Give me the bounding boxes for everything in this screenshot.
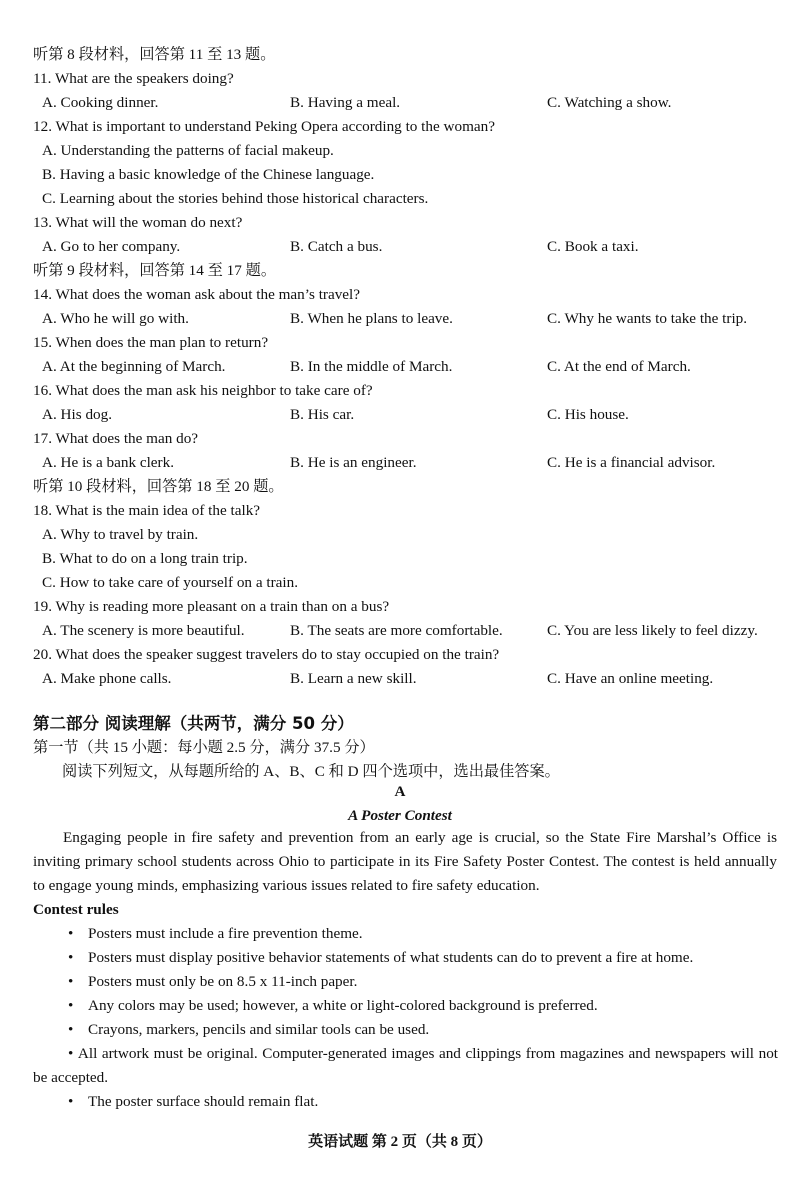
bullet-icon: • <box>68 1021 74 1038</box>
option-a: A. At the beginning of March. <box>42 358 226 375</box>
question-13-options <box>0 235 800 259</box>
bullet-icon: • <box>68 1093 74 1110</box>
question-11 <box>0 67 800 91</box>
passage-intro: Engaging people in fire safety and prevention from an early age is crucial, so the State Fire Marshal’s Office is inviting primary school students across Ohio to participate in its Fire Safety Poster Contest. The contest is held annually to engage young minds, emphasizing various issues related to fire safety education. <box>33 829 777 895</box>
option-b: B. When he plans to leave. <box>290 310 453 327</box>
option-b: B. What to do on a long train trip. <box>42 550 248 567</box>
option-c: C. How to take care of yourself on a train. <box>42 574 298 591</box>
question-12-option-a <box>0 139 800 163</box>
rule-text: Posters must display positive behavior statements of what students can do to prevent a fire at home. <box>88 949 694 966</box>
section-8-header-line <box>0 43 800 67</box>
rule-text: All artwork must be original. Computer-generated images and clippings from magazines and newspapers will not be accepted. <box>33 1045 779 1087</box>
question-stem: 12. What is important to understand Peking Opera according to the woman? <box>33 118 495 135</box>
section-9-header: 听第 9 段材料，回答第 14 至 17 题。 <box>33 262 276 279</box>
option-a: A. Go to her company. <box>42 238 181 255</box>
option-c: C. Have an online meeting. <box>547 670 714 687</box>
question-stem: 13. What will the woman do next? <box>33 214 243 231</box>
rule-text: Any colors may be used; however, a white or light-colored background is preferred. <box>88 997 598 1014</box>
question-18-option-a <box>0 523 800 547</box>
reading-section-1: 第一节（共 15 小题：每小题 2.5 分，满分 37.5 分） <box>33 739 375 756</box>
option-c: C. Learning about the stories behind those historical characters. <box>42 190 429 207</box>
page-footer: 英语试题 第 2 页（共 8 页） <box>308 1134 492 1150</box>
question-15-options <box>0 355 800 379</box>
question-17 <box>0 427 800 451</box>
option-c: C. At the end of March. <box>547 358 691 375</box>
question-11-options <box>0 91 800 115</box>
rule-item-wrapped <box>33 1042 778 1090</box>
question-stem: 17. What does the man do? <box>33 430 199 447</box>
option-a: A. Cooking dinner. <box>42 94 159 111</box>
question-12 <box>0 115 800 139</box>
question-stem: 16. What does the man ask his neighbor to take care of? <box>33 382 373 399</box>
bullet-icon: • <box>68 973 74 990</box>
option-c: C. You are less likely to feel dizzy. <box>547 622 758 639</box>
question-stem: 11. What are the speakers doing? <box>33 70 234 87</box>
question-18 <box>0 499 800 523</box>
rules-heading: Contest rules <box>33 901 119 918</box>
rule-text: The poster surface should remain flat. <box>88 1093 319 1110</box>
question-16-options <box>0 403 800 427</box>
question-12-option-b <box>0 163 800 187</box>
rule-text: Posters must include a fire prevention theme. <box>88 925 363 942</box>
question-19 <box>0 595 800 619</box>
section-10-header: 听第 10 段材料，回答第 18 至 20 题。 <box>33 478 284 495</box>
section-9-header-line <box>0 259 800 283</box>
option-a: A. Why to travel by train. <box>42 526 199 543</box>
question-stem: 18. What is the main idea of the talk? <box>33 502 261 519</box>
bullet-icon: • <box>68 997 74 1014</box>
question-stem: 19. Why is reading more pleasant on a train than on a bus? <box>33 598 390 615</box>
option-b: B. He is an engineer. <box>290 454 417 471</box>
section-8-header: 听第 8 段材料，回答第 11 至 13 题。 <box>33 46 276 63</box>
option-c: C. His house. <box>547 406 629 423</box>
reading-part-title: 第二部分 阅读理解（共两节，满分 50 分） <box>33 714 354 733</box>
rule-text: Crayons, markers, pencils and similar tools can be used. <box>88 1021 430 1038</box>
question-20 <box>0 643 800 667</box>
option-b: B. Learn a new skill. <box>290 670 417 687</box>
option-a: A. He is a bank clerk. <box>42 454 175 471</box>
bullet-icon: • <box>68 949 74 966</box>
question-20-options <box>0 667 800 691</box>
option-a: A. His dog. <box>42 406 113 423</box>
option-c: C. He is a financial advisor. <box>547 454 716 471</box>
bullet-icon: • <box>68 1045 74 1062</box>
question-13 <box>0 211 800 235</box>
question-17-options <box>0 451 800 475</box>
option-b: B. The seats are more comfortable. <box>290 622 503 639</box>
option-b: B. Catch a bus. <box>290 238 383 255</box>
option-a: A. The scenery is more beautiful. <box>42 622 245 639</box>
option-a: A. Who he will go with. <box>42 310 189 327</box>
section-10-header-line <box>0 475 800 499</box>
option-c: C. Why he wants to take the trip. <box>547 310 748 327</box>
option-b: B. Having a meal. <box>290 94 401 111</box>
question-18-option-c <box>0 571 800 595</box>
passage-title: A Poster Contest <box>348 807 452 824</box>
question-18-option-b <box>0 547 800 571</box>
question-stem: 14. What does the woman ask about the man’s travel? <box>33 286 361 303</box>
option-a: A. Understanding the patterns of facial makeup. <box>42 142 334 159</box>
option-b: B. Having a basic knowledge of the Chinese language. <box>42 166 375 183</box>
question-16 <box>0 379 800 403</box>
option-b: B. His car. <box>290 406 355 423</box>
question-14 <box>0 283 800 307</box>
option-b: B. In the middle of March. <box>290 358 453 375</box>
question-15 <box>0 331 800 355</box>
bullet-icon: • <box>68 925 74 942</box>
rule-text: Posters must only be on 8.5 x 11-inch paper. <box>88 973 358 990</box>
option-c: C. Book a taxi. <box>547 238 639 255</box>
reading-instruction: 阅读下列短文，从每题所给的 A、B、C 和 D 四个选项中，选出最佳答案。 <box>62 763 560 780</box>
option-c: C. Watching a show. <box>547 94 672 111</box>
reading-section-1-line <box>0 736 800 760</box>
option-a: A. Make phone calls. <box>42 670 172 687</box>
question-19-options <box>0 619 800 643</box>
question-14-options <box>0 307 800 331</box>
question-stem: 20. What does the speaker suggest travelers do to stay occupied on the train? <box>33 646 500 663</box>
question-12-option-c <box>0 187 800 211</box>
rules-heading-line <box>0 898 800 922</box>
question-stem: 15. When does the man plan to return? <box>33 334 269 351</box>
passage-letter: A <box>394 783 406 800</box>
